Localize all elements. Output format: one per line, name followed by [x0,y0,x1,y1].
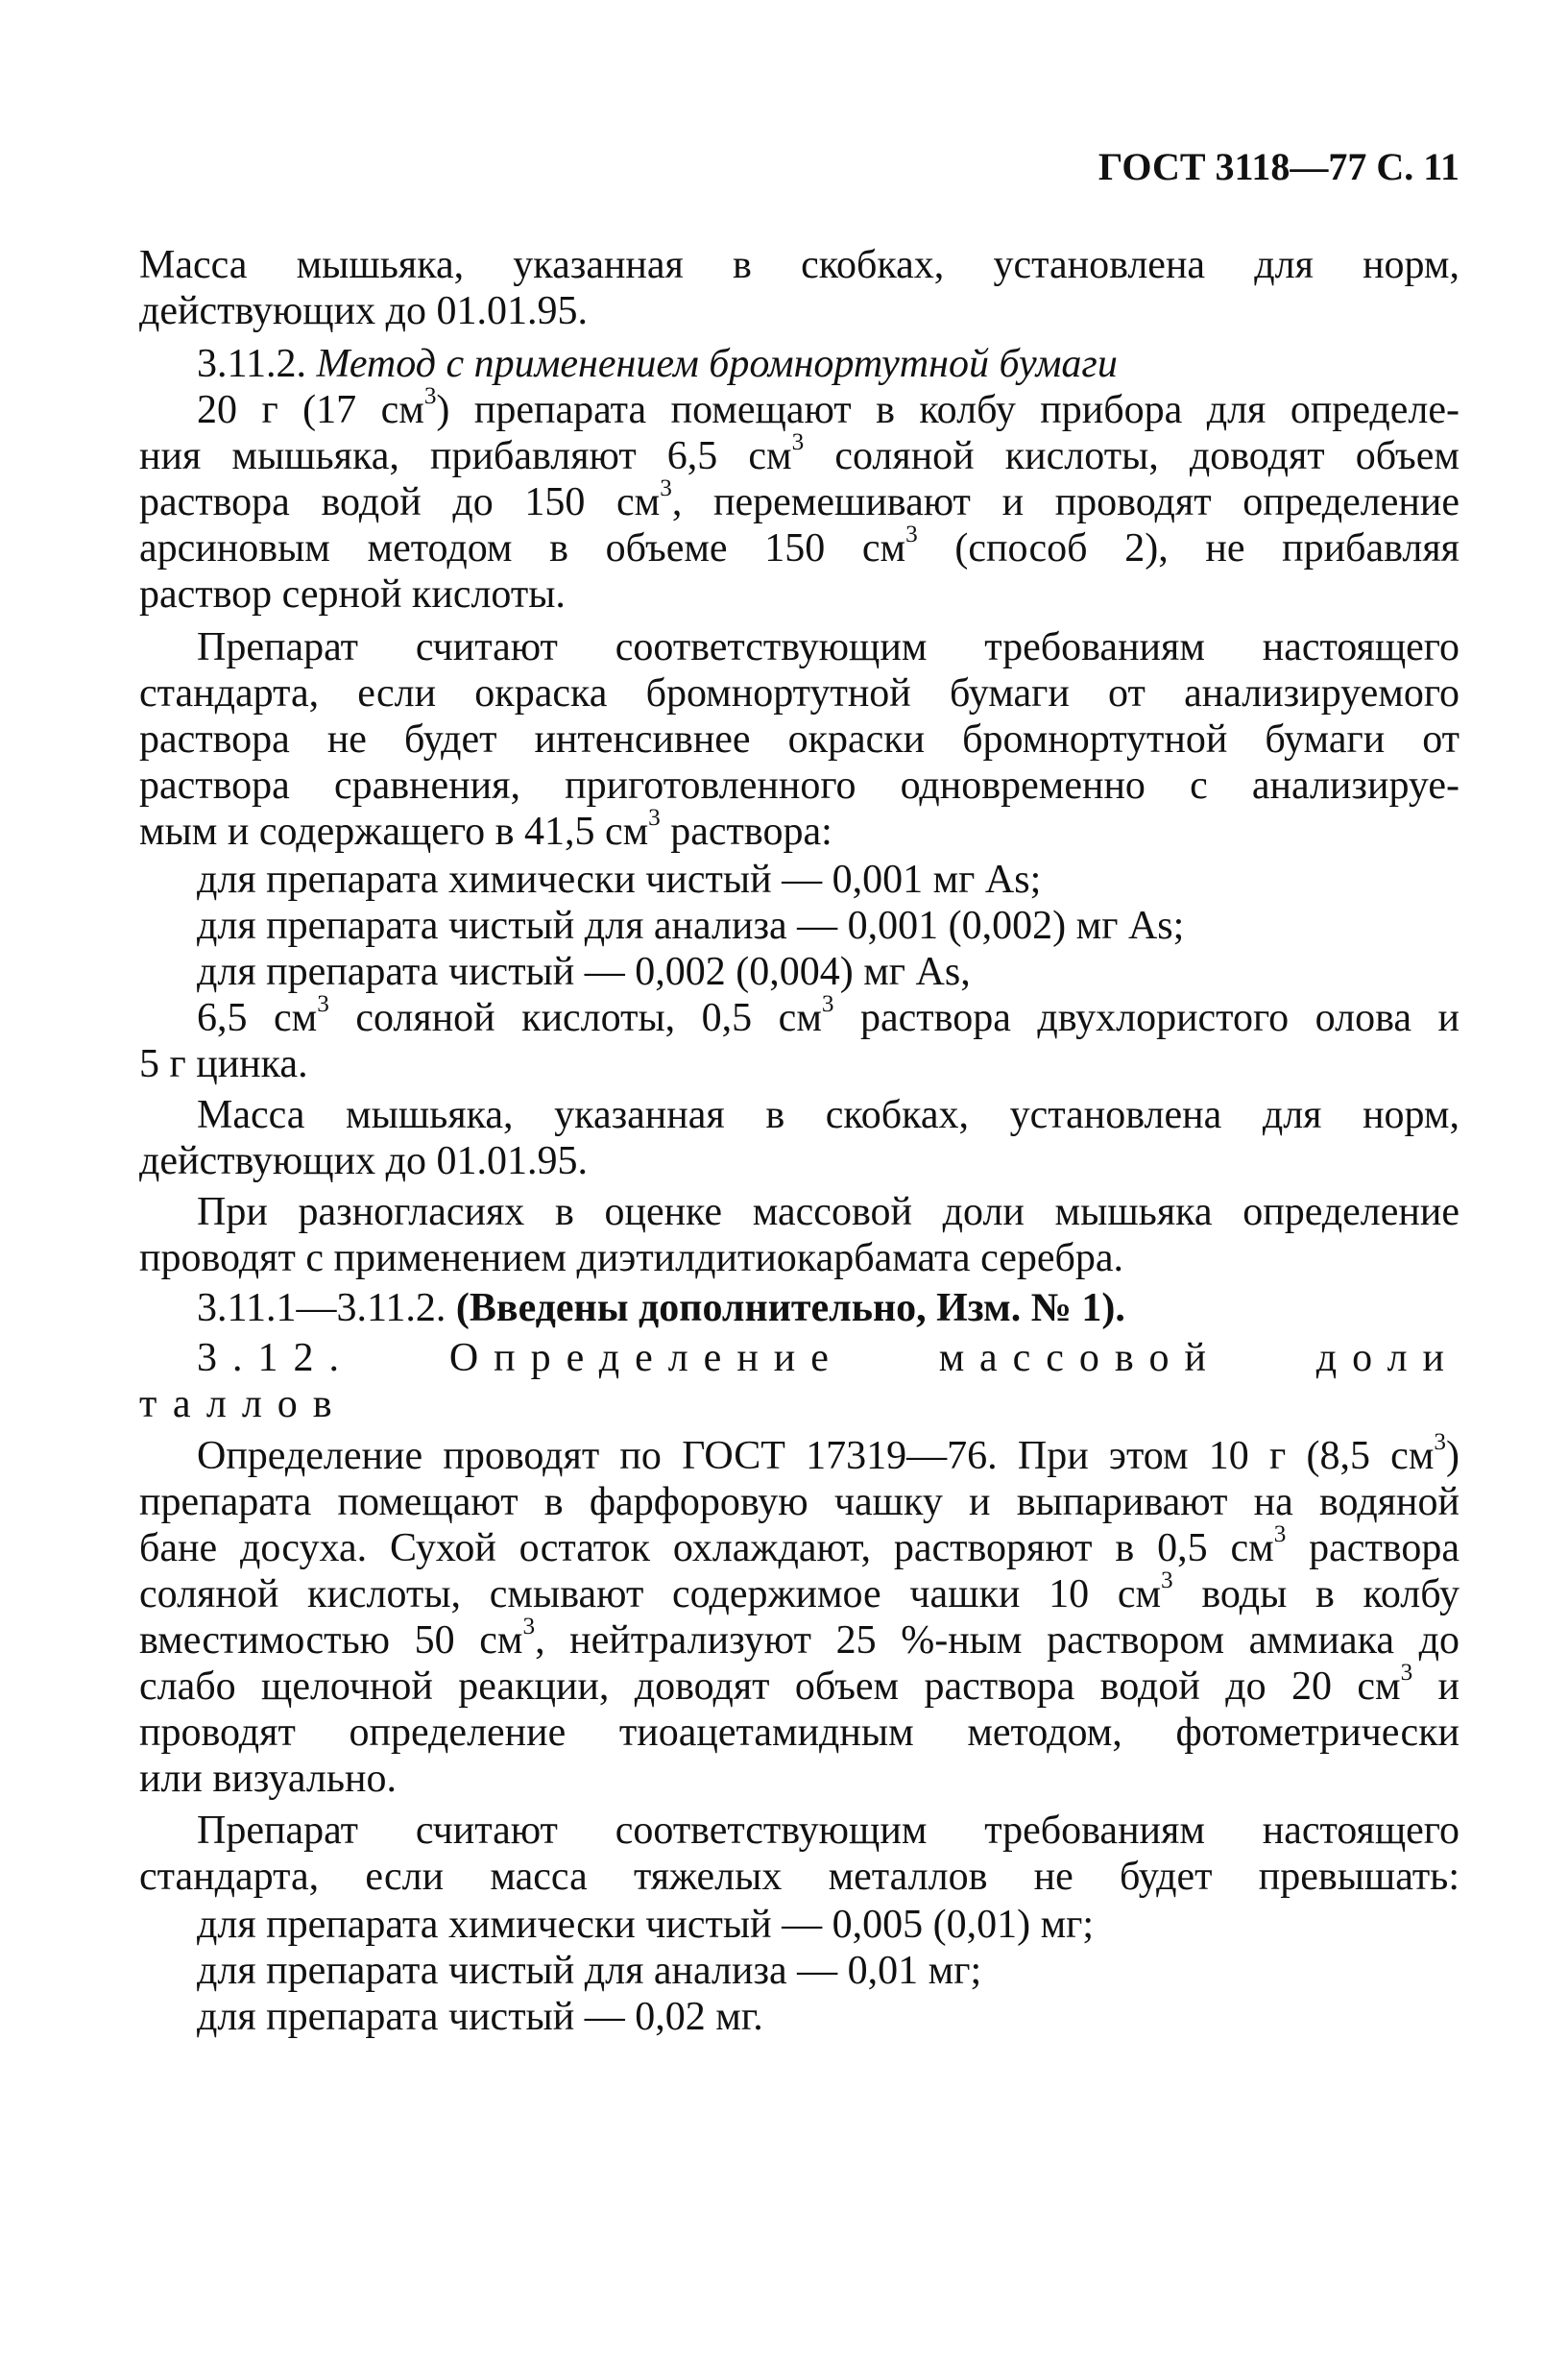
list-item: для препарата чистый для анализа — 0,01 мг; [197,1949,982,1993]
list-item: для препарата химически чистый — 0,001 мг As; [197,858,1042,902]
paragraph-line: раствора не будет интенсивнее окраски бромнортутной бумаги от [139,717,1459,762]
paragraph-line: бане досуха. Сухой остаток охлаждают, растворяют в 0,5 $см^3$ раствора [139,1525,1459,1570]
document-page [139,0,1459,2356]
paragraph-line: проводят определение тиоацетамидным методом, фотометрически [139,1711,1459,1755]
paragraph-line: раствора сравнения, приготовленного одновременно с анализируе- [139,764,1459,808]
paragraph-line: 6,5 $см^3$ соляной кислоты, 0,5 $см^3$ раствора двухлористого олова и [197,995,1459,1040]
paragraph-line: проводят с применением диэтилдитиокарбамата серебра. [139,1236,1124,1280]
list-item: для препарата чистый для анализа — 0,001 (0,002) мг As; [197,904,1185,948]
paragraph-line: раствора водой до 150 $см^3$, перемешивают и проводят определение [139,479,1459,524]
paragraph-line: При разногласиях в оценке массовой доли мышьяка определение [197,1190,1459,1234]
list-item: для препарата химически чистый — 0,005 (0,01) мг; [197,1903,1095,1947]
paragraph-line: арсиновым методом в объеме 150 $см^3$ (способ 2), не прибавляя [139,525,1459,571]
paragraph-line: или визуально. [139,1757,397,1801]
paragraph-line: действующих до 01.01.95. [139,1139,588,1183]
paragraph-line: соляной кислоты, смывают содержимое чашки 10 $см^3$ воды в колбу [139,1571,1459,1616]
section-heading-3-11-2: 3.11.2. Метод с применением бромнортутной бумаги [197,342,1118,386]
paragraph-line: Масса мышьяка, указанная в скобках, установлена для норм, [139,243,1459,287]
section-heading-3-12-cont: таллов [139,1382,348,1426]
paragraph-line: действующих до 01.01.95. [139,289,588,333]
paragraph-line: Определение проводят по ГОСТ 17319—76. При этом 10 г (8,5 $см^3$) [197,1433,1459,1478]
paragraph-line: 5 г цинка. [139,1042,308,1086]
paragraph-line: стандарта, если масса тяжелых металлов не будет превышать: [139,1855,1459,1899]
paragraph-line: Препарат считают соответствующим требованиям настоящего [197,625,1459,669]
list-item: для препарата чистый — 0,002 (0,004) мг As, [197,950,971,994]
amendment-note: 3.11.1—3.11.2. (Введены дополнительно, Изм. № 1). [197,1286,1125,1330]
page-header: ГОСТ 3118—77 С. 11 [1098,145,1459,188]
paragraph-line: ния мышьяка, прибавляют 6,5 $см^3$ соляной кислоты, доводят объем [139,433,1459,478]
paragraph-line: слабо щелочной реакции, доводят объем раствора водой до 20 $см^3$ и [139,1664,1459,1709]
paragraph-line: стандарта, если окраска бромнортутной бумаги от анализируемого [139,671,1459,716]
paragraph-line: Препарат считают соответствующим требованиям настоящего [197,1809,1459,1853]
list-item: для препарата чистый — 0,02 мг. [197,1995,763,2039]
paragraph-line: раствор серной кислоты. [139,572,566,617]
paragraph-line: мым и содержащего в 41,5 $см^3$ раствора: [139,804,832,854]
paragraph-line: препарата помещают в фарфоровую чашку и выпаривают на водяной [139,1480,1459,1524]
paragraph-line: Масса мышьяка, указанная в скобках, установлена для норм, [197,1093,1459,1137]
section-heading-3-12: 3.12. Определение массовой доли [197,1336,1459,1380]
paragraph-line: 20 г (17 $см^3$) препарата помещают в колбу прибора для определе- [197,387,1459,432]
paragraph-line: вместимостью 50 $см^3$, нейтрализуют 25 %-ным раствором аммиака до [139,1617,1459,1663]
